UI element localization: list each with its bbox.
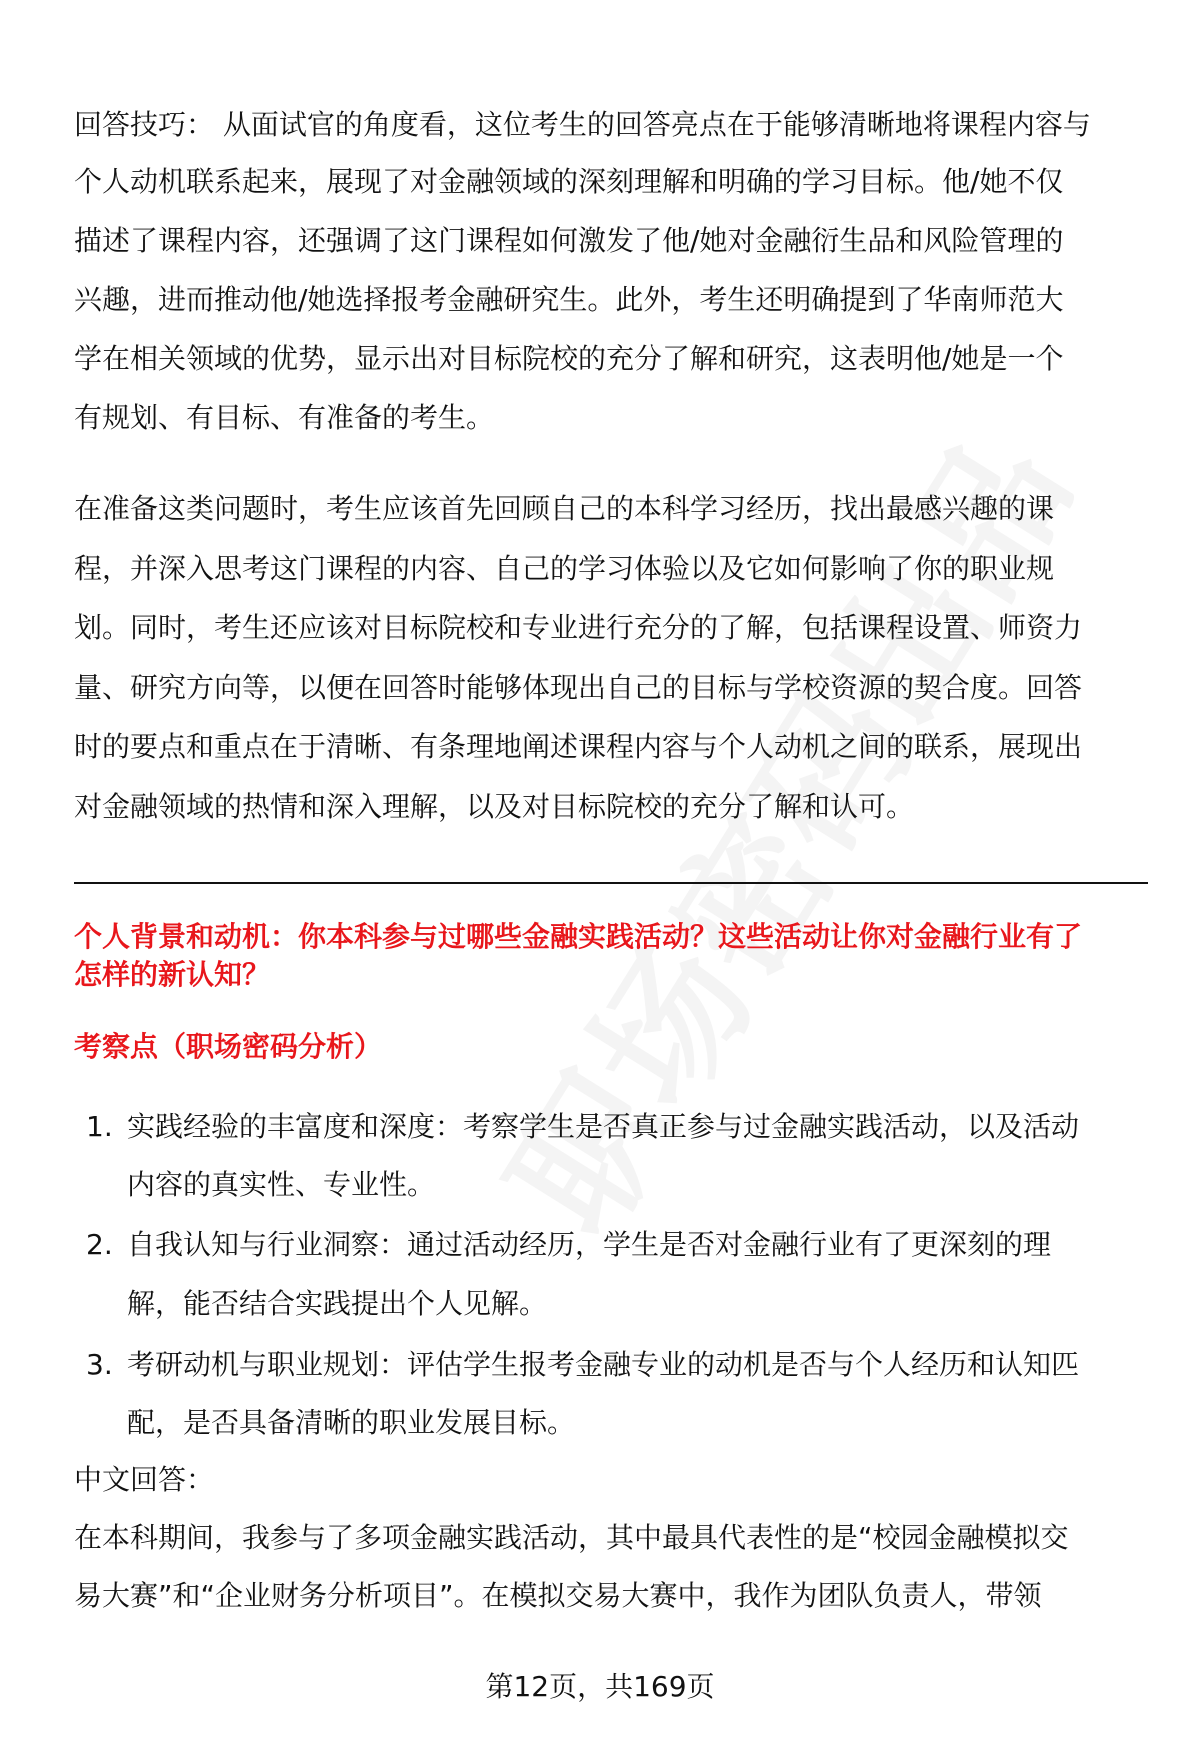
text-line: 在准备这类问题时，考生应该首先回顾自己的本科学习经历，找出最感兴趣的课 <box>74 492 1055 525</box>
text-line: 划。同时，考生还应该对目标院校和专业进行充分的了解，包括课程设置、师资力 <box>74 611 1083 644</box>
question-line: 怎样的新认知？ <box>74 958 271 991</box>
question-line: 个人背景和动机：你本科参与过哪些金融实践活动？这些活动让你对金融行业有了 <box>74 920 1083 953</box>
analysis-heading: 考察点（职场密码分析） <box>74 1030 383 1063</box>
text-line: 回答技巧： 从面试官的角度看，这位考生的回答亮点在于能够清晰地将课程内容与 <box>74 108 1091 141</box>
list-number: 1. <box>86 1110 113 1143</box>
text-line: 兴趣，进而推动他/她选择报考金融研究生。此外，考生还明确提到了华南师范大 <box>74 283 1064 316</box>
text-line: 有规划、有目标、有准备的考生。 <box>74 401 495 434</box>
list-item-line: 自我认知与行业洞察：通过活动经历，学生是否对金融行业有了更深刻的理 <box>127 1228 1052 1261</box>
text-line: 量、研究方向等，以便在回答时能够体现出自己的目标与学校资源的契合度。回答 <box>74 671 1083 704</box>
list-item-line: 实践经验的丰富度和深度：考察学生是否真正参与过金融实践活动，以及活动 <box>127 1110 1080 1143</box>
text-line: 对金融领域的热情和深入理解，以及对目标院校的充分了解和认可。 <box>74 790 915 823</box>
answer-label: 中文回答： <box>74 1463 215 1496</box>
text-line: 程，并深入思考这门课程的内容、自己的学习体验以及它如何影响了你的职业规 <box>74 552 1055 585</box>
text-line: 易大赛”和“企业财务分析项目”。在模拟交易大赛中，我作为团队负责人，带领 <box>74 1579 1042 1612</box>
text-line: 个人动机联系起来，展现了对金融领域的深刻理解和明确的学习目标。他/她不仅 <box>74 165 1064 198</box>
list-number: 3. <box>86 1348 113 1381</box>
text-line: 描述了课程内容，还强调了这门课程如何激发了他/她对金融衍生品和风险管理的 <box>74 224 1064 257</box>
list-item-line: 考研动机与职业规划：评估学生报考金融专业的动机是否与个人经历和认知匹 <box>127 1348 1080 1381</box>
text-line: 学在相关领域的优势，显示出对目标院校的充分了解和研究，这表明他/她是一个 <box>74 342 1064 375</box>
list-item-line: 内容的真实性、专业性。 <box>127 1168 436 1201</box>
text-line: 时的要点和重点在于清晰、有条理地阐述课程内容与个人动机之间的联系，展现出 <box>74 730 1083 763</box>
divider <box>74 882 1148 884</box>
list-number: 2. <box>86 1228 113 1261</box>
text-line: 在本科期间，我参与了多项金融实践活动，其中最具代表性的是“校园金融模拟交 <box>74 1521 1069 1554</box>
list-item-line: 配，是否具备清晰的职业发展目标。 <box>127 1406 576 1439</box>
list-item-line: 解，能否结合实践提出个人见解。 <box>127 1287 548 1320</box>
page-number: 第12页，共169页 <box>485 1670 715 1703</box>
